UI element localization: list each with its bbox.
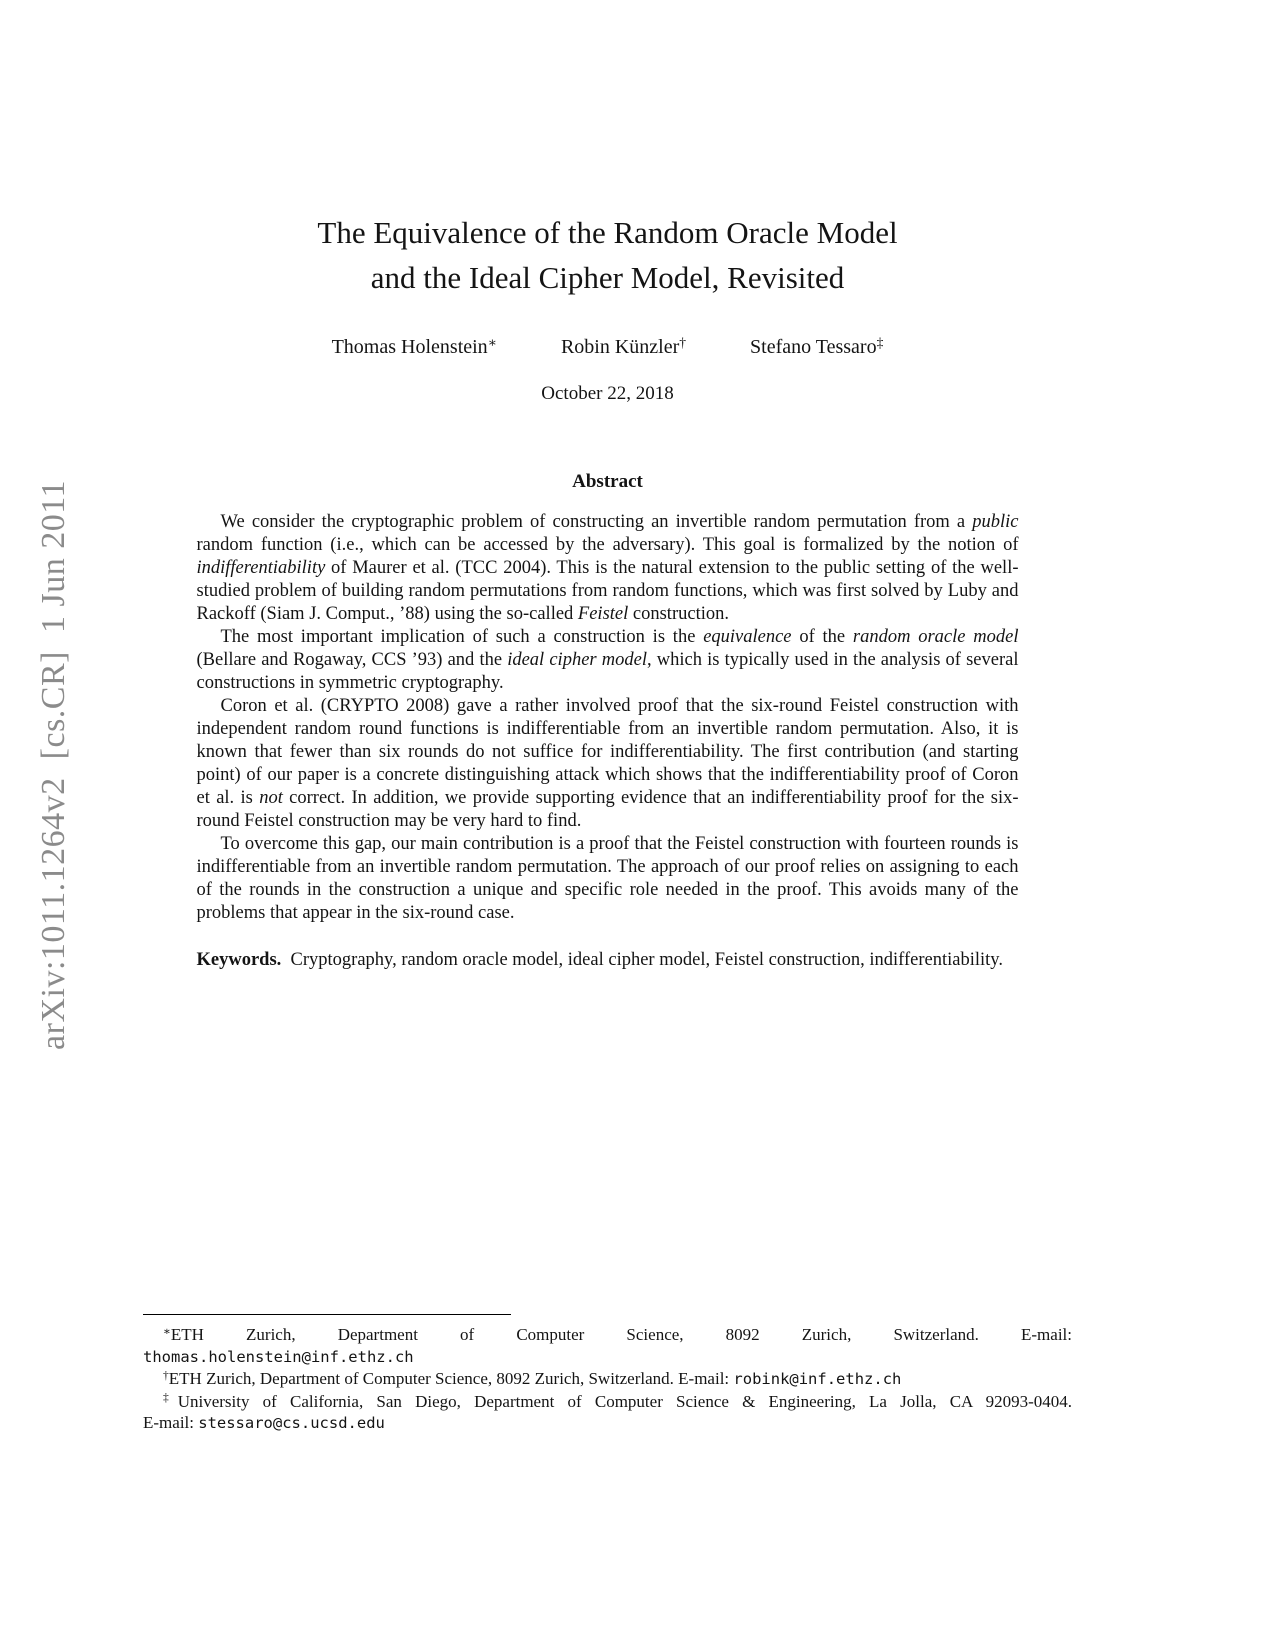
footnote-3 [143, 1391, 1072, 1435]
footnote-2 [143, 1368, 1072, 1391]
author-2-footnote-mark: † [679, 334, 687, 350]
abstract-paragraph-2: The most important implication of such a construction is the equivalence of the random oracle model (Bellare and Rogaway, CCS ’93) and the ideal cipher model, which is typically used in the analysis of several constructions in symmetric cryptography. [196, 627, 1019, 693]
abstract-paragraph-3: Coron et al. (CRYPTO 2008) gave a rather involved proof that the six-round Feistel construction with independent random round functions is indifferentiable from an invertible random permutation. Also, it is known that fewer than six rounds do not suffice for indifferentiability. The first contribution (and starting point) of our paper is a concrete distinguishing attack which shows that the indifferentiability proof of Coron et al. is not correct. In addition, we provide supporting evidence that an indifferentiability proof for the six-round Feistel construction may be very hard to find. [196, 696, 1019, 831]
author-3-footnote-mark: ‡ [876, 334, 884, 350]
footnote-1 [143, 1324, 1072, 1368]
footnote-3-line-1: ‡University of California, San Diego, Department of Computer Science & Engineering, La Jolla, CA 92093-0404. [163, 1391, 1072, 1411]
text-column [143, 0, 1072, 972]
title-line-2: and the Ideal Cipher Model, Revisited [370, 260, 845, 295]
footnote-rule [143, 1314, 511, 1315]
author-list [143, 336, 1072, 359]
author-1-footnote-mark: ∗ [487, 334, 497, 350]
keywords-paragraph: Keywords. Cryptography, random oracle model, ideal cipher model, Feistel construction, indifferentiability. [196, 950, 1003, 970]
abstract-paragraph-1: We consider the cryptographic problem of constructing an invertible random permutation from a public random function (i.e., which can be accessed by the adversary). This goal is formalized by the notion of indifferentiability of Maurer et al. (TCC 2004). This is the natural extension to the public setting of the well-studied problem of building random permutations from random functions, which was first solved by Luby and Rackoff (Siam J. Comput., ’88) using the so-called Feistel construction. [196, 512, 1019, 624]
paper-date: October 22, 2018 [541, 383, 674, 404]
paper-title [143, 210, 1072, 300]
author-2-name: Robin Künzler [560, 336, 680, 358]
author-3 [750, 336, 883, 359]
footnote-3-line-2: E-mail: stessaro@cs.ucsd.edu [143, 1413, 385, 1432]
author-1 [332, 336, 497, 359]
author-3-name: Stefano Tessaro [750, 336, 877, 358]
title-line-1: The Equivalence of the Random Oracle Model [317, 215, 898, 250]
footnote-1-line-1: ∗ETH Zurich, Department of Computer Science, 8092 Zurich, Switzerland. E-mail: [163, 1324, 1072, 1344]
author-2 [561, 336, 686, 359]
footnote-1-line-2: thomas.holenstein@inf.ethz.ch [143, 1347, 414, 1366]
abstract-section [197, 471, 1019, 925]
footnotes-section [143, 1314, 1072, 1435]
abstract-paragraph-4: To overcome this gap, our main contribution is a proof that the Feistel construction with fourteen rounds is indifferentiable from an invertible random permutation. The approach of our proof relies on assigning to each of the rounds in the construction a unique and specific role needed in the proof. This avoids many of the problems that appear in the six-round case. [196, 834, 1019, 923]
abstract-heading: Abstract [572, 471, 643, 492]
footnote-2-line-1: †ETH Zurich, Department of Computer Science, 8092 Zurich, Switzerland. E-mail: robink@inf.ethz.ch [163, 1368, 902, 1388]
author-1-name: Thomas Holenstein [331, 336, 488, 358]
arxiv-watermark: arXiv:1011.1264v2 [cs.CR] 1 Jun 2011 [35, 480, 72, 1050]
